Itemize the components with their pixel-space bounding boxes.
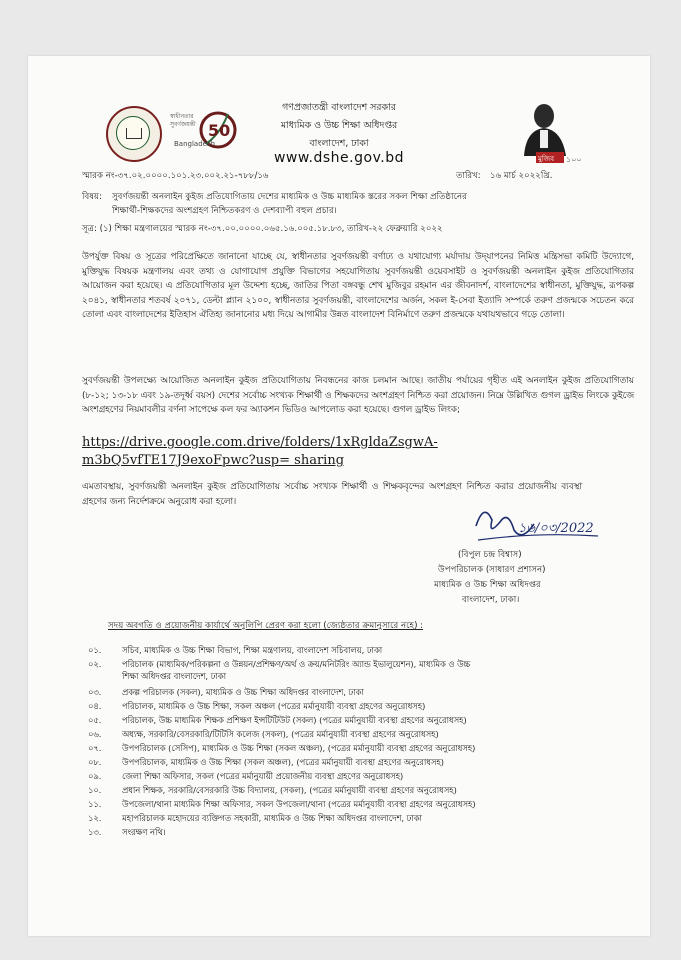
memo-number: স্মারক নং-৩৭.০২.০০০০.১০১.২৩.০০২.২১-৭৮৮/১৬: [82, 171, 269, 181]
dept-name: মাধ্যমিক ও উচ্চ শিক্ষা অধিদপ্তর: [280, 120, 398, 131]
memo-date: ১৬ মার্চ ২০২২খ্রি.: [490, 171, 553, 181]
signature-date: ১৬/০৩/2022: [518, 521, 594, 536]
subject-text: সুবর্ণজয়ন্তী অনলাইন কুইজ প্রতিযোগিতায় দেশের মাধ্যমিক ও উচ্চ মাধ্যমিক স্তরের সকল শিক্ষা প্রতিষ্ঠানের: [112, 192, 467, 202]
signatory-title: উপপরিচালক (সাধারণ প্রশাসন): [438, 565, 546, 575]
signatory-place: বাংলাদেশ, ঢাকা।: [462, 595, 520, 605]
handwritten-signature-icon: [448, 496, 648, 556]
paragraph-1: উপর্যুক্ত বিষয় ও সূত্রের পরিপ্রেক্ষিতে জানানো যাচ্ছে যে, স্বাধীনতার সুবর্ণজয়ন্তী বর্ণাঢ্য ও যথাযোগ্য মর্যাদায় উদ্‌যাপনের নিমিত্ত মন্ত্রিসভা কমিটি উদ্যোগে, মুক্তিযুদ্ধ বিষয়ক মন্ত্রণালয় এবং তথ্য ও যোগাযোগ প্রযুক্তি বিভাগের সহযোগিতায় সুবর্ণজয়ন্তী ওয়েবসাইট ও সুবর্ণজয়ন্তী অনলাইন কুইজ প্রতিযোগিতার আয়োজন করা হয়েছে। এ প্রতিযোগিতার মূল উদ্দেশ্য হচ্ছে, জাতির পিতা বঙ্গবন্ধু শেখ মুজিবুর রহমান এর জীবনাদর্শ, বাংলাদেশের স্বাধীনতা, মুক্তিযুদ্ধ, রূপকল্প ২০৪১, স্বাধীনতার শতবর্ষ ২০৭১, ডেল্টা প্ল্যান ২১০০, স্বাধীনতার সুবর্ণজয়ন্তী, বাংলাদেশের অর্জন, সকল ই-সেবা ইত্যাদি সম্পর্কে তরুণ প্রজন্মকে সচেতন করে তোলা এবং বাংলাদেশের ইতিহাস ঐতিহ্য জানানোর মধ্য দিয়ে আগামীর উন্নত বাংলাদেশ বিনির্মাণে তরুণ প্রজন্মকে যথাযথভাবে গড়ে তোলা।: [82, 252, 634, 321]
logo-mid-text: Bangladesh: [174, 140, 216, 148]
subject-label: বিষয়:: [82, 192, 102, 202]
website-link[interactable]: www.dshe.gov.bd: [273, 150, 404, 166]
svg-text:স্বাধীনতার: স্বাধীনতার: [170, 113, 194, 120]
svg-text:সুবর্ণজয়ন্তী: সুবর্ণজয়ন্তী: [170, 121, 196, 128]
copy-heading: সদয় অবগতি ও প্রয়োজনীয় কার্যার্থে অনুলিপি প্রেরণ করা হলো (জ্যেষ্ঠতার ক্রমানুসারে নহে) :: [108, 621, 424, 631]
dept-location: বাংলাদেশ, ঢাকা: [309, 138, 369, 149]
signatory-name: (বিপুল চন্দ্র বিশ্বাস): [458, 550, 522, 560]
document-page: স্বাধীনতার সুবর্ণজয়ন্তী Bangladesh 50 মুজিব ১০০ গণপ্রজাতন্ত্রী বাংলাদেশ সরকার মাধ্যমিক ও উচ্চ শিক্ষা অধিদপ্তর বাংলাদেশ, ঢাকা www.dshe.gov.bd স্মারক নং-৩৭.০২.০০০০.১০১.২৩.০০২.২১-৭৮৮/১৬ তারিখ: ১৬ মার্চ ২০২২খ্রি. বিষয়: সুবর্ণজয়ন্তী অনলাইন কুইজ প্রতিযোগিতায় দেশের মাধ্যমিক ও উচ্চ মাধ্যমিক স্তরের সকল শিক্ষা প্রতিষ্ঠানের শিক্ষার্থী-শিক্ষকদের অংশগ্রহণ নিশ্চিতকরণ ও দেশব্যাপী বহুল প্রচার। সূত্র: (১) শিক্ষা মন্ত্রণালয়ের স্মারক নং-৩৭.০০.০০০০.০৬৫.১৬.০০৫.১৮.৮৩, তারিখ-২২ ফেব্রুয়ারি ২০২২ উপর্যুক্ত বিষয় ও সূত্রের পরিপ্রেক্ষিতে জানানো যাচ্ছে যে, স্বাধীনতার সুবর্ণজয়ন্তী বর্ণাঢ্য ও যথাযোগ্য মর্যাদায় উদ্‌যাপনের নিমিত্ত মন্ত্রিসভা কমিটি উদ্যোগে, মুক্তিযুদ্ধ বিষয়ক মন্ত্রণালয় এবং তথ্য ও যোগাযোগ প্রযুক্তি বিভাগের সহযোগিতায় সুবর্ণজয়ন্তী ওয়েবসাইট ও সুবর্ণজয়ন্তী অনলাইন কুইজ প্রতিযোগিতার আয়োজন করা হয়েছে। এ প্রতিযোগিতার মূল উদ্দেশ্য হচ্ছে, জাতির পিতা বঙ্গবন্ধু শেখ মুজিবুর রহমান এর জীবনাদর্শ, বাংলাদেশের স্বাধীনতা, মুক্তিযুদ্ধ, রূপকল্প ২০৪১, স্বাধীনতার শতবর্ষ ২০৭১, ডেল্টা প্ল্যান ২১০০, স্বাধীনতার সুবর্ণজয়ন্তী, বাংলাদেশের অর্জন, সকল ই-সেবা ইত্যাদি সম্পর্কে তরুণ প্রজন্মকে সচেতন করে তোলা এবং বাংলাদেশের ইতিহাস ঐতিহ্য জানানোর মধ্য দিয়ে আগামীর উন্নত বাংলাদেশ বিনির্মাণে তরুণ প্রজন্মকে যথাযথভাবে গড়ে তোলা। সুবর্ণজয়ন্তী উপলক্ষ্যে আয়োজিত অনলাইন কুইজ প্রতিযোগিতায় নিবন্ধনের কাজ চলমান আছে। জাতীয় পর্যায়ের গৃহীত এই অনলাইন কুইজ প্রতিযোগিতায় (৮-১২; ১৩-১৮ এবং ১৯-তদূর্ধ্ব বয়স) দেশের সর্বোচ্চ সংখ্যক শিক্ষার্থী ও শিক্ষকদের অংশগ্রহণ নিশ্চিত করা প্রয়োজন। নিম্নে উল্লিখিত গুগল ড্রাইভ লিংকে কুইজে অংশগ্রহণের নিয়মাবলীর বর্ণনা সাপেক্ষে কল ফর অ্যাকশন ভিডিও আপলোড করা হয়েছে। গুগল ড্রাইভ লিংক; https://drive.google.com.drive/folders/1xRgldaZsgwA- m3bQ5vfTE17J9exoFpwc?usp= sharing এমতাবস্থায়, সুবর্ণজয়ন্তী অনলাইন কুইজ প্রতিযোগিতায় সর্বোচ্চ সংখ্যক শিক্ষার্থী ও শিক্ষকবৃন্দের অংশগ্রহণ নিশ্চিত করার প্রয়োজনীয় ব্যবস্থা গ্রহণের জন্য নির্দেশক্রমে অনুরোধ করা হলো। ১৬/০৩/2022 (বিপুল চন্দ্র বিশ্বাস) উপপরিচালক (সাধারণ প্রশাসন) মাধ্যমিক ও উচ্চ শিক্ষা অধিদপ্তর বাংলাদেশ, ঢাকা। সদয় অবগতি ও প্রয়োজনীয় কার্যার্থে অনুলিপি প্রেরণ করা হলো (জ্যেষ্ঠতার ক্রমানুসারে নহে) : ০১. সচিব, মাধ্যমিক ও উচ্চ শিক্ষা বিভাগ, শিক্ষা মন্ত্রণালয়, বাংলাদেশ সচিবালয়, ঢাকা ০২. পরিচালক (মাধ্যমিক/পরিকল্পনা ও উন্নয়ন/প্রশিক্ষণ/অর্থ ও ক্রয়/মনিটরিং অ্যান্ড ইভালুয়েশন), মাধ্যমিক ও উচ্চ শিক্ষা অধিদপ্তর বাংলাদেশ, ঢাকা ০৩. প্রকল্প পরিচালক (সকল), মাধ্যমিক ও উচ্চ শিক্ষা অধিদপ্তর বাংলাদেশ, ঢাকা ০৪. পরিচালক, মাধ্যমিক ও উচ্চ শিক্ষা, সকল অঞ্চল (পত্রের মর্মানুযায়ী ব্যবস্থা গ্রহণের অনুরোধসহ) ০৫. পরিচালক, উচ্চ মাধ্যমিক শিক্ষক প্রশিক্ষণ ইন্সটিটিউট (সকল) (পত্রের মর্মানুযায়ী ব্যবস্থা গ্রহণের অনুরোধসহ) ০৬. অধ্যক্ষ, সরকারি/বেসরকারি/টিটিসি কলেজ (সকল), (পত্রের মর্মানুযায়ী ব্যবস্থা গ্রহণের অনুরোধসহ) ০৭. উপপরিচালক (সেসিপ), মাধ্যমিক ও উচ্চ শিক্ষা (সকল অঞ্চল), (পত্রের মর্মানুযায়ী ব্যবস্থা গ্রহণের অনুরোধসহ) ০৮. উপপরিচালক, মাধ্যমিক ও উচ্চ শিক্ষা (সকল অঞ্চল), (পত্রের মর্মানুযায়ী ব্যবস্থা গ্রহণের অনুরোধসহ) ০৯. জেলা শিক্ষা অফিসার, সকল (পত্রের মর্মানুযায়ী প্রয়োজনীয় ব্যবস্থা গ্রহণের অনুরোধসহ) ১০. প্রধান শিক্ষক, সরকারি/বেসরকারি উচ্চ বিদ্যালয়, (সকল), (পত্রের মর্মানুযায়ী ব্যবস্থা গ্রহণের অনুরোধসহ) ১১. উপজেলা/থানা মাধ্যমিক শিক্ষা অফিসার, সকল উপজেলা/থানা (পত্রের মর্মানুযায়ী ব্যবস্থা গ্রহণের অনুরোধসহ) ১২. মহাপরিচালক মহোদয়ের ব্যক্তিগত সহকারী, মাধ্যমিক ও উচ্চ শিক্ষা অধিদপ্তর বাংলাদেশ, ঢাকা ১৩. সংরক্ষণ নথি।: [28, 56, 650, 936]
subject-text-2: শিক্ষার্থী-শিক্ষকদের অংশগ্রহণ নিশ্চিতকরণ ও দেশব্যাপী বহুল প্রচার।: [112, 206, 337, 216]
logo-mid-number: 50: [208, 121, 231, 140]
paragraph-3: এমতাবস্থায়, সুবর্ণজয়ন্তী অনলাইন কুইজ প্রতিযোগিতায় সর্বোচ্চ সংখ্যক শিক্ষার্থী ও শিক্ষকবৃন্দের অংশগ্রহণ নিশ্চিত করার প্রয়োজনীয় ব্যবস্থা গ্রহণের জন্য নির্দেশক্রমে অনুরোধ করা হলো।: [82, 482, 582, 507]
signatory-office: মাধ্যমিক ও উচ্চ শিক্ষা অধিদপ্তর: [434, 580, 541, 590]
portrait-label: মুজিব: [538, 155, 555, 163]
paragraph-2: সুবর্ণজয়ন্তী উপলক্ষ্যে আয়োজিত অনলাইন কুইজ প্রতিযোগিতায় নিবন্ধনের কাজ চলমান আছে। জাতীয় পর্যায়ের গৃহীত এই অনলাইন কুইজ প্রতিযোগিতায় (৮-১২; ১৩-১৮ এবং ১৯-তদূর্ধ্ব বয়স) দেশের সর্বোচ্চ সংখ্যক শিক্ষার্থী ও শিক্ষকদের অংশগ্রহণ নিশ্চিত করা প্রয়োজন। নিম্নে উল্লিখিত গুগল ড্রাইভ লিংকে কুইজে অংশগ্রহণের নিয়মাবলীর বর্ণনা সাপেক্ষে কল ফর অ্যাকশন ভিডিও আপলোড করা হয়েছে। গুগল ড্রাইভ লিংক;: [82, 376, 634, 416]
portrait-number: ১০০: [566, 155, 582, 164]
date-label: তারিখ:: [456, 171, 481, 181]
gov-name: গণপ্রজাতন্ত্রী বাংলাদেশ সরকার: [282, 102, 396, 113]
drive-link-line-1[interactable]: https://drive.google.com.drive/folders/1xRgldaZsgwA-: [82, 435, 438, 450]
reference: সূত্র: (১) শিক্ষা মন্ত্রণালয়ের স্মারক নং-৩৭.০০.০০০০.০৬৫.১৬.০০৫.১৮.৮৩, তারিখ-২২ ফেব্রুয়ারি ২০২২: [82, 224, 443, 234]
drive-link-line-2[interactable]: m3bQ5vfTE17J9exoFpwc?usp= sharing: [82, 453, 345, 468]
